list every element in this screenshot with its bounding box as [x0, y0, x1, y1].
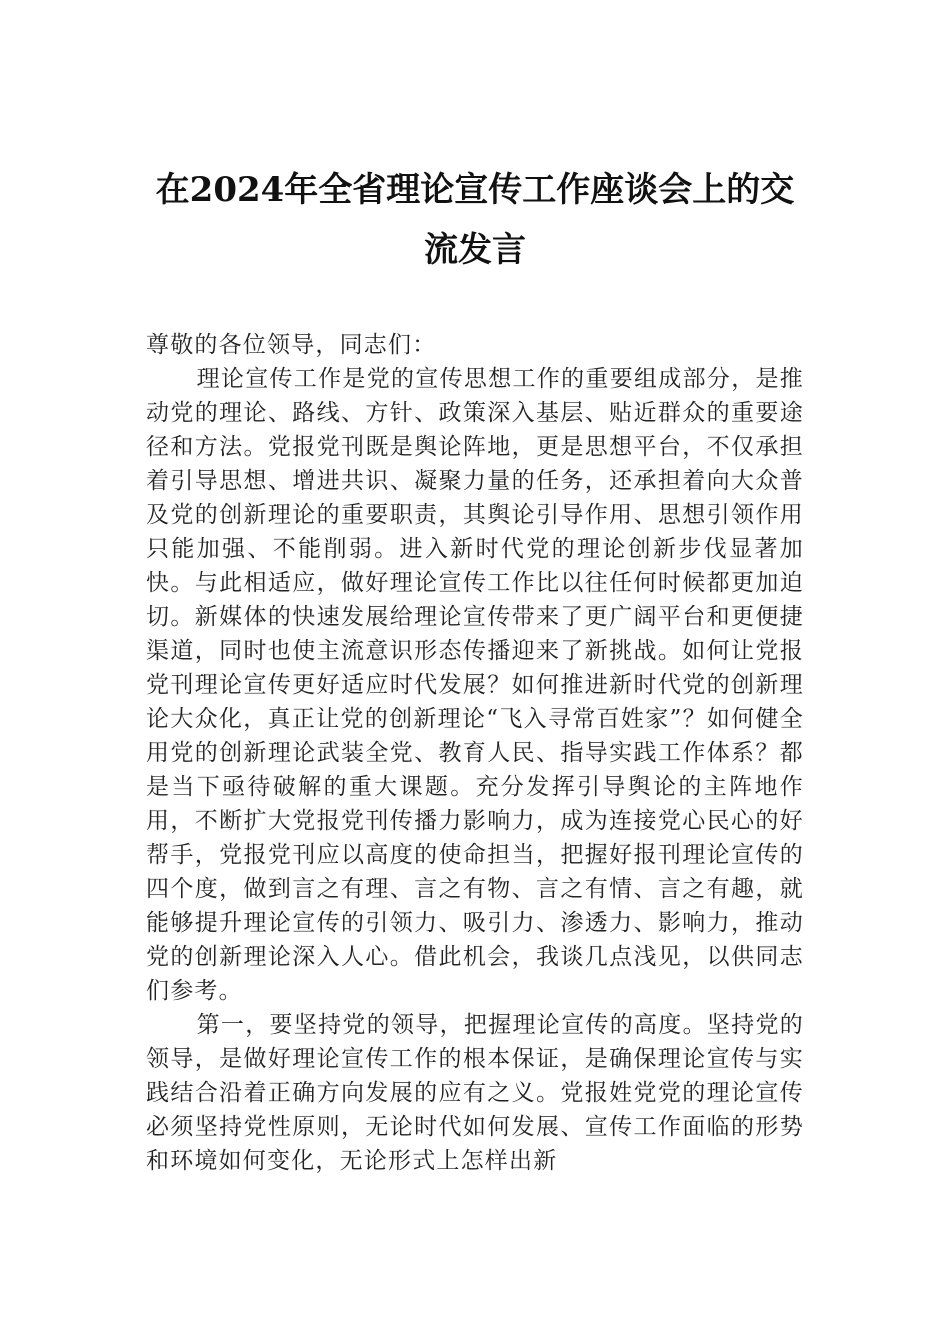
paragraph-1: 理论宣传工作是党的宣传思想工作的重要组成部分，是推动党的理论、路线、方针、政策深入基层、贴近群众的重要途径和方法。党报党刊既是舆论阵地，更是思想平台，不仅承担着引导思想、增进共识、凝聚力量的任务，还承担着向大众普及党的创新理论的重要职责，其舆论引导作用、思想引领作用只能加强、不能削弱。进入新时代党的理论创新步伐显著加快。与此相适应，做好理论宣传工作比以往任何时候都更加迫切。新媒体的快速发展给理论宣传带来了更广阔平台和更便捷渠道，同时也使主流意识形态传播迎来了新挑战。如何让党报党刊理论宣传更好适应时代发展？如何推进新时代党的创新理论大众化，真正让党的创新理论“飞入寻常百姓家”？如何健全用党的创新理论武装全党、教育人民、指导实践工作体系？都是当下亟待破解的重大课题。充分发挥引导舆论的主阵地作用，不断扩大党报党刊传播力影响力，成为连接党心民心的好帮手，党报党刊应以高度的使命担当，把握好报刊理论宣传的四个度，做到言之有理、言之有物、言之有情、言之有趣，就能够提升理论宣传的引领力、吸引力、渗透力、影响力，推动党的创新理论深入人心。借此机会，我谈几点浅见，以供同志们参考。	[146, 366, 804, 1004]
title-line-1: 在2024年全省理论宣传工作座谈会上的交	[155, 170, 795, 210]
document-title	[120, 160, 830, 280]
document-body	[146, 328, 804, 1178]
salutation: 尊敬的各位领导，同志们：	[146, 332, 437, 358]
title-line-2: 流发言	[424, 230, 526, 270]
paragraph-2: 第一，要坚持党的领导，把握理论宣传的高度。坚持党的领导，是做好理论宣传工作的根本保证，是确保理论宣传与实践结合沿着正确方向发展的应有之义。党报姓党党的理论宣传必须坚持党性原则，无论时代如何发展、宣传工作面临的形势和环境如何变化，无论形式上怎样出新	[146, 1012, 804, 1174]
